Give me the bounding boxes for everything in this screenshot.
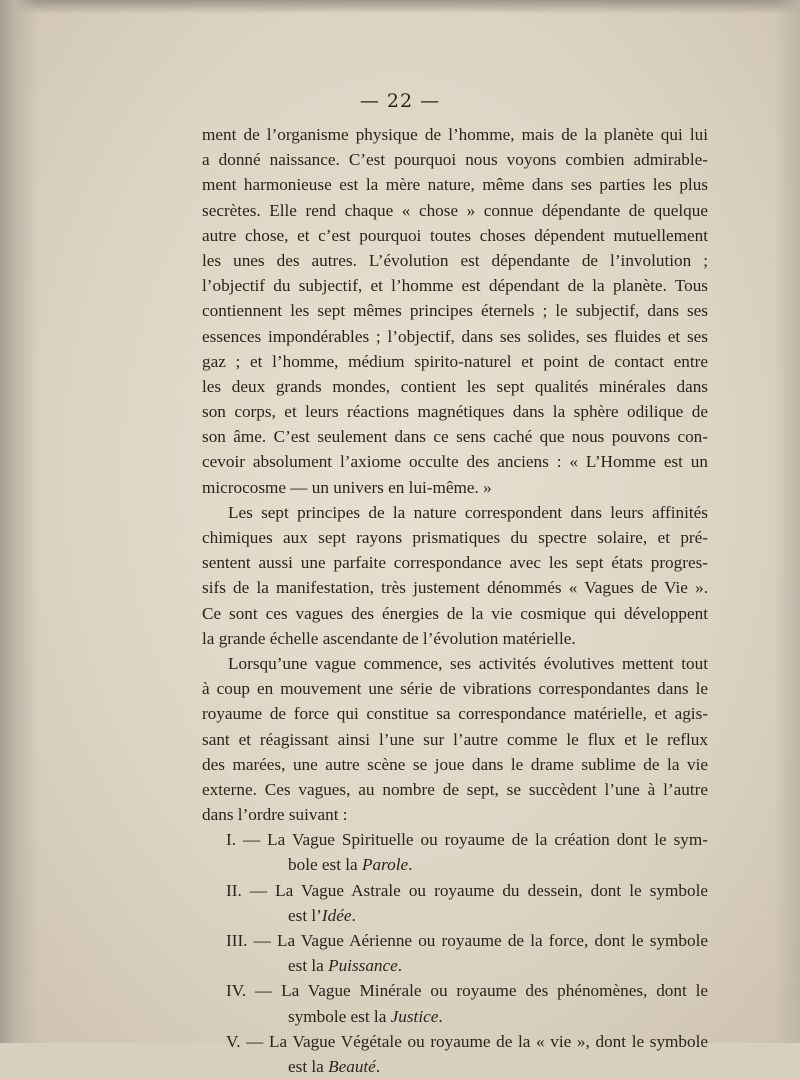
list-item-first-line: II. — La Vague Astrale ou royaume du dessein, dont le symbole [226,880,708,900]
list-item-text: symbole est la [288,1006,391,1026]
text-line: son âme. C’est seulement dans ce sens caché que nous pouvons con- [202,427,708,447]
text-line: sifs de la manifestation, très justement dénommés « Vagues de Vie ». [202,578,708,598]
text-line: ment de l’organisme physique de l’homme, mais de la planète qui lui [202,125,708,144]
body-text [202,122,708,1079]
text-line: chimiques aux sept rayons prismatiques du spectre solaire, et pré- [202,528,708,547]
text-line: Les sept principes de la nature correspondent dans leurs affinités [228,502,708,522]
text-line: la grande échelle ascendante de l’évolution matérielle. [202,628,576,648]
text-line: autre chose, et c’est pourquoi toutes choses dépendent mutuellement [202,225,708,245]
text-line: des marées, une autre scène se joue dans le drame sublime de la vie [202,754,708,774]
list-item-punct: . [375,1056,381,1076]
page-top-edge [0,0,800,14]
list-item-second-line [202,903,708,928]
list-item-first-line: V. — La Vague Végétale ou royaume de la « vie », dont le symbole [226,1031,708,1051]
list-item-text: est l’ [288,905,322,925]
list-item-first-line: IV. — La Vague Minérale ou royaume des phénomènes, dont le [226,981,708,1001]
page-right-edge [774,0,800,1043]
list-item-punct: . [351,905,356,925]
text-line: l’objectif du subjectif, et l’homme est dépendant de la planète. Tous [202,276,708,296]
text-line: son corps, et leurs réactions magnétiques dans la sphère odilique de [202,402,708,422]
symbol-word: Parole [361,855,409,875]
list-item-punct: . [408,855,413,875]
text-line: ment harmonieuse est la mère nature, même dans ses parties les plus [202,175,708,195]
text-line: royaume de force qui constitue sa correspondance matérielle, et agis- [202,704,708,724]
list-item-first-line: III. — La Vague Aérienne ou royaume de la force, dont le symbole [226,931,708,950]
symbol-word: Idée [321,905,352,925]
text-line: dans l’ordre suivant : [202,805,348,825]
list-item-text: bole est la [288,855,362,875]
list-item-text: est la [288,956,329,976]
text-line: secrètes. Elle rend chaque « chose » connue dépendante de quelque [202,200,708,220]
list-item-second-line [202,852,708,877]
text-line: les deux grands mondes, contient les sept qualités minérales dans [202,376,708,396]
text-line: sentent aussi une parfaite correspondance avec les sept états progres- [202,553,708,573]
text-line: cevoir absolument l’axiome occulte des anciens : « L’Homme est un [202,452,708,472]
list-item-text: est la [288,1056,329,1076]
text-line: à coup en mouvement une série de vibrations correspondantes dans le [202,679,708,699]
page-number: — 22 — [359,90,441,112]
text-line: les unes des autres. L’évolution est dépendante de l’involution ; [202,250,708,270]
text-line: gaz ; et l’homme, médium spirito-naturel et point de contact entre [202,351,708,371]
symbol-word: Justice [390,1006,439,1026]
text-line: sant et réagissant ainsi l’une sur l’autre comme le flux et le reflux [202,729,708,749]
list-item-second-line [202,1054,708,1079]
list-item-second-line [202,1004,708,1029]
list-item-punct: . [438,1006,443,1026]
symbol-word: Puissance [328,956,398,976]
symbol-word: Beauté [328,1056,376,1076]
text-line: contiennent les sept mêmes principes éternels ; le subjectif, dans ses [202,301,708,321]
text-line: microcosme — un univers en lui-même. » [202,477,492,497]
list-item-punct: . [397,956,403,976]
page-binding-edge [0,0,38,1043]
text-line: Lorsqu’une vague commence, ses activités évolutives mettent tout [228,653,708,673]
text-line: essences impondérables ; l’objectif, dans ses solides, ses fluides et ses [202,326,708,346]
text-line: externe. Ces vagues, au nombre de sept, se succèdent l’une à l’autre [202,779,708,799]
text-line: Ce sont ces vagues des énergies de la vie cosmique qui développent [202,603,708,623]
list-item-first-line: I. — La Vague Spirituelle ou royaume de la création dont le sym- [226,830,708,850]
text-line: a donné naissance. C’est pourquoi nous voyons combien admirable- [202,150,708,170]
list-item-second-line [202,953,708,978]
